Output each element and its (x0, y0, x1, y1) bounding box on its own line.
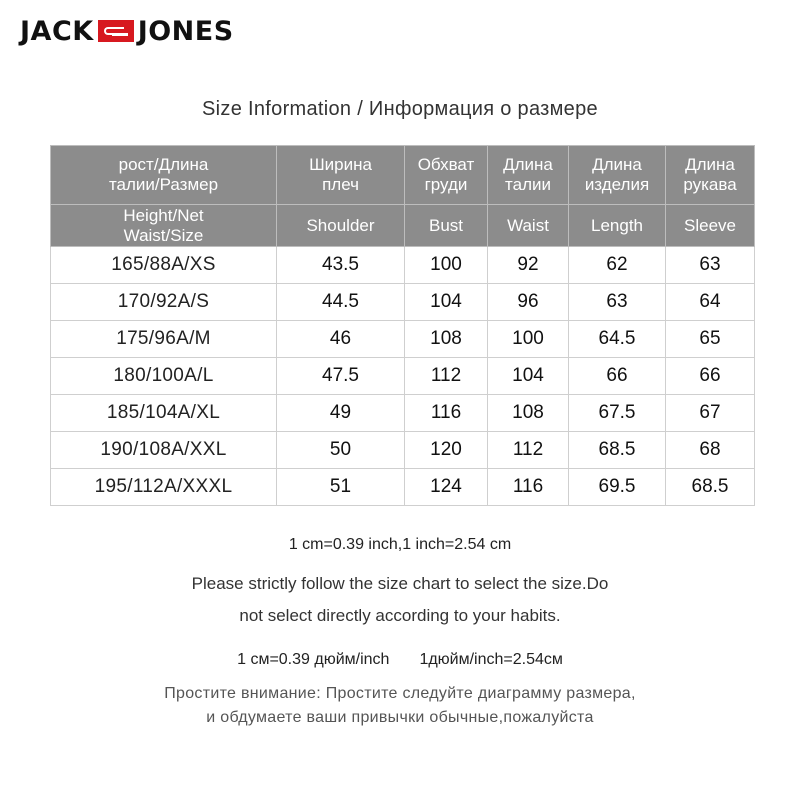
measurement-cell: 46 (277, 321, 405, 358)
table-row (51, 432, 755, 469)
size-label-cell: 195/112A/XXXL (51, 469, 277, 506)
header-cell-line: Sleeve (684, 215, 736, 235)
brand-logo-right: JONES (137, 15, 234, 47)
header-cell-line: изделия (584, 175, 650, 194)
header-cell-line: груди (424, 175, 468, 194)
measurement-cell: 63 (569, 284, 666, 321)
measurement-cell: 92 (488, 247, 569, 284)
header-cell-header_en-2 (405, 205, 488, 247)
header-cell-header_en-1 (277, 205, 405, 247)
ru-advice-line-1: Простите внимание: Простите следуйте диаграмму размера, (164, 685, 636, 702)
measurement-cell: 64.5 (569, 321, 666, 358)
measurement-cell: 108 (488, 395, 569, 432)
measurement-cell: 51 (277, 469, 405, 506)
header-cell-line: Height/Net (123, 205, 204, 225)
header-row-en (51, 205, 755, 247)
header-cell-line: рост/Длина (118, 155, 209, 174)
measurement-cell: 104 (405, 284, 488, 321)
measurement-cell: 112 (488, 432, 569, 469)
ru-conversion-inch: 1дюйм/inch=2.54см (419, 651, 563, 668)
measurement-cell: 112 (405, 358, 488, 395)
measurement-cell: 116 (488, 469, 569, 506)
measurement-cell: 47.5 (277, 358, 405, 395)
measurement-cell: 67.5 (569, 395, 666, 432)
measurement-cell: 62 (569, 247, 666, 284)
measurement-cell: 65 (666, 321, 755, 358)
table-row (51, 284, 755, 321)
measurement-cell: 66 (569, 358, 666, 395)
header-cell-line: Длина (592, 155, 642, 174)
header-cell-header_en-0 (51, 205, 277, 247)
header-cell-line: рукава (683, 175, 737, 194)
header-cell-header_ru-4 (569, 146, 666, 205)
measurement-cell: 67 (666, 395, 755, 432)
measurement-cell: 66 (666, 358, 755, 395)
header-cell-header_en-4 (569, 205, 666, 247)
page-title: Size Information / Информация о размере (202, 98, 598, 120)
advice-line-2: not select directly according to your habits. (239, 606, 561, 625)
size-table-body (51, 247, 755, 506)
header-cell-header_ru-5 (666, 146, 755, 205)
header-cell-header_ru-3 (488, 146, 569, 205)
header-cell-line: Длина (503, 155, 553, 174)
size-label-cell: 185/104A/XL (51, 395, 277, 432)
header-cell-line: Длина (685, 155, 735, 174)
measurement-cell: 43.5 (277, 247, 405, 284)
header-row-ru (51, 146, 755, 205)
brand-logo (20, 14, 234, 48)
size-label-cell: 175/96A/M (51, 321, 277, 358)
measurement-cell: 124 (405, 469, 488, 506)
measurement-cell: 100 (405, 247, 488, 284)
header-cell-header_ru-1 (277, 146, 405, 205)
ru-conversion-note (0, 651, 800, 669)
header-cell-line: Waist (507, 215, 549, 235)
measurement-cell: 63 (666, 247, 755, 284)
measurement-cell: 108 (405, 321, 488, 358)
header-cell-line: талии (505, 175, 551, 194)
table-row (51, 395, 755, 432)
size-label-cell: 165/88A/XS (51, 247, 277, 284)
header-cell-line: Length (591, 215, 643, 235)
measurement-cell: 68 (666, 432, 755, 469)
header-cell-header_en-5 (666, 205, 755, 247)
measurement-cell: 69.5 (569, 469, 666, 506)
measurement-cell: 120 (405, 432, 488, 469)
size-label-cell: 170/92A/S (51, 284, 277, 321)
header-cell-line: Waist/Size (123, 225, 204, 245)
size-table (50, 145, 755, 506)
measurement-cell: 49 (277, 395, 405, 432)
header-cell-header_ru-2 (405, 146, 488, 205)
table-row (51, 247, 755, 284)
conversion-note: 1 cm=0.39 inch,1 inch=2.54 cm (288, 536, 512, 553)
header-cell-line: талии/Размер (108, 175, 219, 194)
header-cell-line: плеч (322, 175, 359, 194)
table-row (51, 358, 755, 395)
brand-logo-left: JACK (20, 15, 94, 47)
measurement-cell: 100 (488, 321, 569, 358)
size-label-cell: 190/108A/XXL (51, 432, 277, 469)
measurement-cell: 44.5 (277, 284, 405, 321)
measurement-cell: 64 (666, 284, 755, 321)
table-row (51, 321, 755, 358)
header-cell-header_ru-0 (51, 146, 277, 205)
measurement-cell: 116 (405, 395, 488, 432)
size-label-cell: 180/100A/L (51, 358, 277, 395)
advice-line-1: Please strictly follow the size chart to select the size.Do (191, 574, 609, 593)
measurement-cell: 104 (488, 358, 569, 395)
header-cell-line: Bust (428, 215, 464, 235)
header-cell-line: Ширина (309, 155, 372, 174)
header-cell-header_en-3 (488, 205, 569, 247)
table-row (51, 469, 755, 506)
ru-advice-line-2: и обдумаете ваши привычки обычные,пожалуйста (206, 709, 594, 726)
ru-conversion-cm: 1 см=0.39 дюйм/inch (237, 651, 390, 668)
measurement-cell: 50 (277, 432, 405, 469)
header-cell-line: Shoulder (306, 215, 375, 235)
measurement-cell: 96 (488, 284, 569, 321)
measurement-cell: 68.5 (569, 432, 666, 469)
measurement-cell: 68.5 (666, 469, 755, 506)
header-cell-line: Обхват (417, 155, 475, 174)
brand-flag-icon (98, 20, 134, 42)
